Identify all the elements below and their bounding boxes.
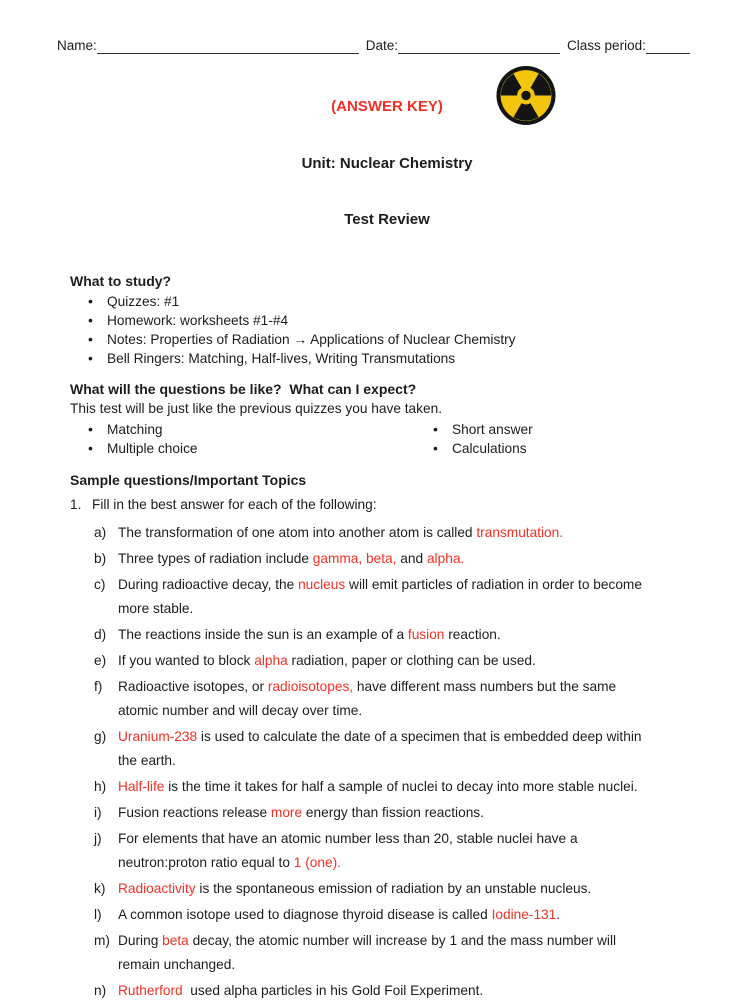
answer-item-g: [94, 725, 717, 773]
item-text: Radioactivity is the spontaneous emission of radiation by an unstable nucleus.: [118, 881, 592, 897]
answer-item-m: [94, 929, 717, 977]
answer-item-n: [94, 979, 717, 1003]
item-text: Rutherford used alpha particles in his Gold Foil Experiment.: [118, 983, 484, 999]
expectations-section: [57, 380, 717, 458]
answer-item-b: [94, 547, 717, 571]
expectations-heading: What will the questions be like? What can I expect?: [70, 381, 417, 398]
list-item: • Quizzes: #1: [107, 292, 717, 311]
date-label: Date:: [365, 38, 399, 53]
question-1: [70, 496, 717, 514]
list-item: • Notes: Properties of Radiation → Applications of Nuclear Chemistry: [107, 330, 717, 349]
list-item: • Homework: worksheets #1-#4: [107, 311, 717, 330]
date-blank-line[interactable]: [398, 38, 560, 54]
answer-item-h: [94, 775, 717, 799]
item-text: The transformation of one atom into another atom is called transmutation.: [118, 525, 564, 541]
answer-item-a: [94, 521, 717, 545]
what-to-study-section: [57, 272, 717, 369]
item-letter: l): [94, 907, 102, 923]
expectations-intro: This test will be just like the previous quizzes you have taken.: [70, 400, 443, 416]
question-types-col2: [402, 420, 717, 458]
answer-item-e: [94, 649, 717, 673]
title-block: [57, 61, 717, 267]
question-types-columns: [57, 418, 717, 458]
item-letter: f): [94, 679, 103, 695]
name-label: Name:: [57, 38, 97, 53]
list-item: • Multiple choice: [107, 439, 402, 458]
answer-item-list: [57, 521, 717, 1003]
answer-item-d: [94, 623, 717, 647]
answer-key-label: (ANSWER KEY): [331, 98, 443, 116]
answer-item-i: [94, 801, 717, 825]
answer-item-c: [94, 573, 717, 621]
question-prompt: Fill in the best answer for each of the following:: [92, 497, 377, 513]
item-letter: j): [94, 831, 102, 847]
what-to-study-heading: What to study?: [70, 272, 172, 289]
answer-item-j: [94, 827, 717, 875]
item-letter: c): [94, 577, 106, 593]
item-text: Three types of radiation include gamma, beta, and alpha.: [118, 551, 465, 567]
item-text: Uranium-238 is used to calculate the date of a specimen that is embedded deep within the earth.: [118, 729, 642, 769]
question-types-col1: [57, 420, 402, 458]
item-letter: e): [94, 653, 107, 669]
sample-questions-heading: Sample questions/Important Topics: [70, 471, 307, 488]
item-text: For elements that have an atomic number less than 20, stable nuclei have a neutron:proton ratio equal to 1 (one).: [118, 831, 578, 871]
list-item: • Matching: [107, 420, 402, 439]
unit-title: Unit: Nuclear Chemistry: [301, 154, 473, 172]
item-letter: i): [94, 805, 102, 821]
item-text: Fusion reactions release more energy than fission reactions.: [118, 805, 484, 821]
item-text: During beta decay, the atomic number will increase by 1 and the mass number will remain unchanged.: [118, 933, 617, 973]
test-review-title: Test Review: [344, 210, 430, 228]
item-letter: b): [94, 551, 107, 567]
item-text: A common isotope used to diagnose thyroid disease is called Iodine-131.: [118, 907, 561, 923]
class-period-blank-line[interactable]: [646, 38, 690, 54]
item-text: Half-life is the time it takes for half a sample of nuclei to decay into more stable nuclei.: [118, 779, 638, 795]
header-fields: [57, 38, 697, 54]
item-text: Radioactive isotopes, or radioisotopes, have different mass numbers but the same atomic number and will decay over time.: [118, 679, 617, 719]
item-letter: h): [94, 779, 107, 795]
item-text: During radioactive decay, the nucleus will emit particles of radiation in order to become more stable.: [118, 577, 642, 617]
list-item: • Short answer: [452, 420, 717, 439]
answer-item-k: [94, 877, 717, 901]
radiation-trefoil-icon: [494, 64, 558, 127]
item-letter: d): [94, 627, 107, 643]
class-period-label: Class period:: [567, 38, 646, 53]
name-blank-line[interactable]: [97, 38, 359, 54]
list-item: • Calculations: [452, 439, 717, 458]
study-list: [57, 292, 717, 368]
answer-item-l: [94, 903, 717, 927]
item-text: The reactions inside the sun is an example of a fusion reaction.: [118, 627, 501, 643]
answer-item-f: [94, 675, 717, 723]
question-number: 1.: [70, 497, 82, 513]
item-letter: a): [94, 525, 107, 541]
item-letter: k): [94, 881, 106, 897]
item-text: If you wanted to block alpha radiation, paper or clothing can be used.: [118, 653, 536, 669]
item-letter: n): [94, 983, 107, 999]
list-item: • Bell Ringers: Matching, Half-lives, Writing Transmutations: [107, 349, 717, 368]
item-letter: m): [94, 933, 110, 949]
item-letter: g): [94, 729, 107, 745]
